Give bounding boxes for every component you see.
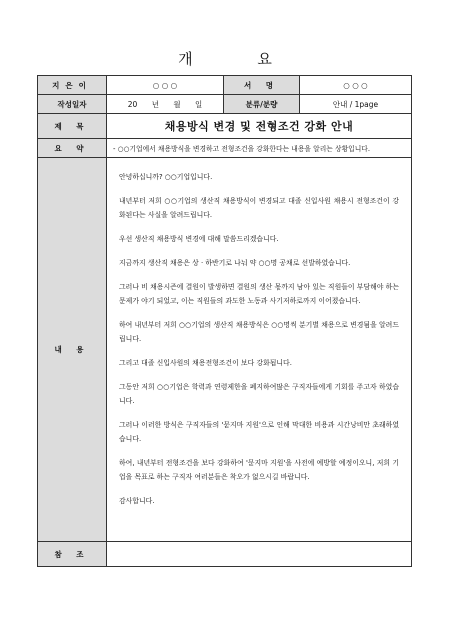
content-body	[107, 158, 412, 542]
category-label: 분류/분량	[224, 95, 300, 114]
date-year-unit: 년	[151, 99, 159, 109]
date-year: 20	[127, 99, 138, 109]
date-label: 작성일자	[38, 95, 107, 114]
subject-value: 채용방식 변경 및 전형조건 강화 안내	[107, 114, 412, 139]
content-paragraph: 그러나 비 채용시즌에 결원이 발생하면 결원의 생산 몫까지 남아 있는 직원들이 부담해야 하는 문제가 야기 되었고, 이는 직원들의 과도한 노동과 사기저하로까지 이어졌습니다.	[119, 283, 399, 305]
content-paragraph: 그동안 저희 ○○기업은 학력과 연령제한을 폐지하여많은 구직자들에게 기회를 주고자 하였습니다.	[119, 383, 399, 405]
summary-value: - ○○기업에서 채용방식을 변경하고 전형조건을 강화한다는 내용을 알리는 상황입니다.	[107, 139, 412, 158]
content-paragraph: 하여 내년부터 저희 ○○기업의 생산직 채용방식은 ○○명씩 분기별 채용으로 변경됨을 알려드립니다.	[119, 321, 399, 343]
content-paragraph: 지금까지 생산직 채용은 상 · 하반기로 나눠 약 ○○명 공채로 선발하였습니다.	[119, 259, 351, 267]
overview-form	[37, 75, 412, 567]
date-day-unit: 일	[194, 99, 203, 109]
reference-label: 참 조	[38, 542, 107, 567]
author-label: 지은이	[38, 76, 107, 95]
author-value: ○ ○ ○	[107, 76, 224, 95]
content-paragraph: 내년부터 저희 ○○기업의 생산직 채용방식이 변경되고 대졸 신입사원 채용시 전형조건이 강화된다는 사실을 알려드립니다.	[119, 197, 399, 219]
signature-label: 서 명	[224, 76, 300, 95]
document-title: 개 요	[178, 50, 302, 68]
reference-value	[107, 542, 412, 567]
date-month-unit: 월	[173, 99, 181, 109]
content-paragraph: 그러나 이러한 방식은 구직자들의 '묻지마 지원'으로 인해 막대한 비용과 시간낭비만 초래하였습니다.	[119, 421, 399, 443]
content-paragraph: 안녕하십니까? ○○기업입니다.	[119, 173, 213, 181]
date-value	[107, 95, 224, 114]
summary-label: 요 약	[38, 139, 107, 158]
content-paragraph: 그리고 대졸 신입사원의 채용전형조건이 보다 강화됩니다.	[119, 359, 292, 367]
category-value: 안내 / 1page	[300, 95, 412, 114]
content-paragraph: 우선 생산직 채용방식 변경에 대해 말씀드리겠습니다.	[119, 235, 279, 243]
content-label: 내 용	[38, 158, 107, 542]
signature-value: ○ ○ ○	[300, 76, 412, 95]
content-paragraph: 하여, 내년부터 전형조건을 보다 강화하여 '묻지마 지원'을 사전에 예방할 예정이오니, 저희 기업을 목표로 하는 구직자 여러분들은 착오가 없으시길 바랍니다.	[119, 459, 399, 481]
content-paragraph: 감사합니다.	[119, 497, 155, 505]
subject-label: 제 목	[38, 114, 107, 139]
